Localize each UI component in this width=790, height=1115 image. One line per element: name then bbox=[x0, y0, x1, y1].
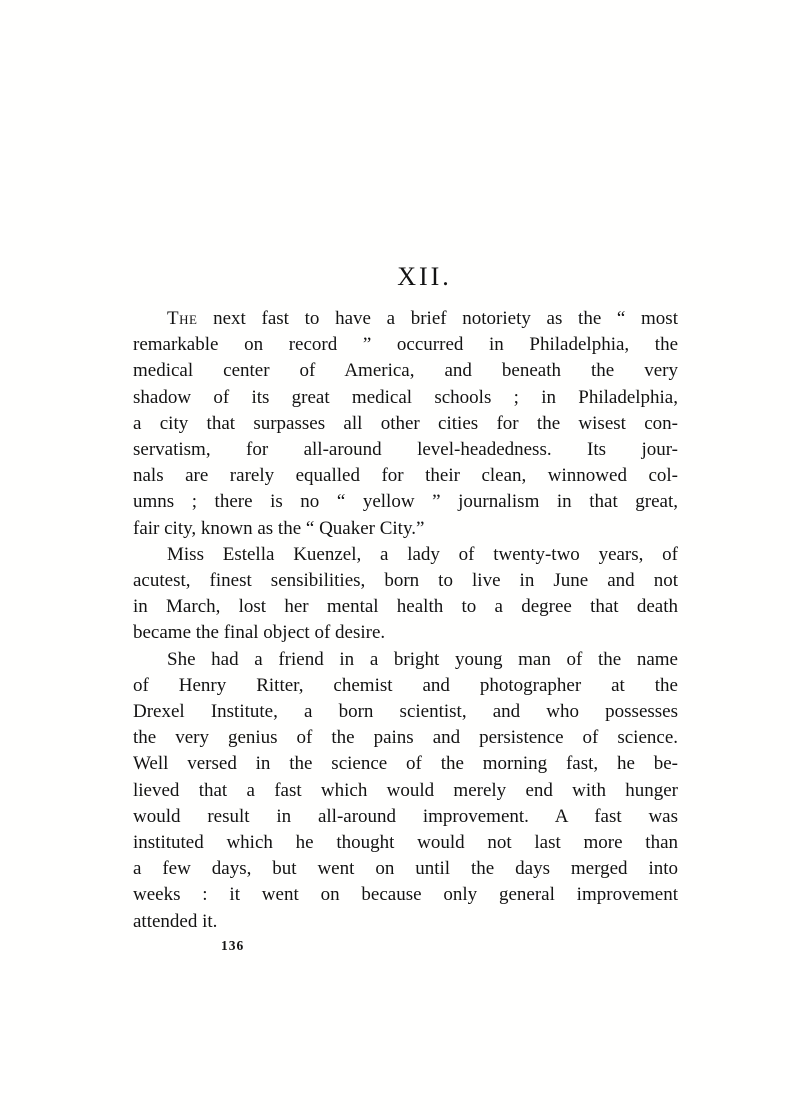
chapter-heading: XII. bbox=[397, 262, 452, 291]
text-line: remarkable on record ” occurred in Philadelphia, the bbox=[133, 334, 678, 356]
paragraph bbox=[133, 542, 678, 647]
text-line: nals are rarely equalled for their clean, winnowed col- bbox=[133, 465, 678, 487]
text-line-rest: next fast to have a brief notoriety as the “ most bbox=[197, 308, 678, 329]
paragraph bbox=[133, 647, 678, 935]
text-line: Miss Estella Kuenzel, a lady of twenty-two years, of bbox=[167, 543, 678, 565]
text-line bbox=[133, 306, 678, 332]
paragraph bbox=[133, 306, 678, 542]
text-line: fair city, known as the “ Quaker City.” bbox=[133, 517, 425, 539]
text-line: shadow of its great medical schools ; in Philadelphia, bbox=[133, 386, 678, 408]
text-line: in March, lost her mental health to a degree that death bbox=[133, 596, 678, 618]
text-line: of Henry Ritter, chemist and photographer at the bbox=[133, 674, 678, 696]
text-line: She had a friend in a bright young man of the name bbox=[167, 648, 678, 670]
text-line: attended it. bbox=[133, 910, 218, 932]
text-line: became the final object of desire. bbox=[133, 622, 386, 644]
text-line: a few days, but went on until the days merged into bbox=[133, 858, 678, 880]
text-line: a city that surpasses all other cities for the wisest con- bbox=[133, 412, 678, 434]
text-line: Well versed in the science of the morning fast, he be- bbox=[133, 753, 678, 775]
text-line: Drexel Institute, a born scientist, and who possesses bbox=[133, 701, 678, 723]
text-line: would result in all-around improvement. A fast was bbox=[133, 805, 678, 827]
text-line: lieved that a fast which would merely end with hunger bbox=[133, 779, 678, 801]
text-line: acutest, finest sensibilities, born to live in June and not bbox=[133, 570, 678, 592]
lead-word: The bbox=[167, 308, 198, 329]
text-line: medical center of America, and beneath the very bbox=[133, 360, 678, 382]
text-line: umns ; there is no “ yellow ” journalism in that great, bbox=[133, 491, 678, 513]
text-line: the very genius of the pains and persistence of science. bbox=[133, 727, 678, 749]
text-line: weeks : it went on because only general improvement bbox=[133, 884, 678, 906]
text-block bbox=[133, 306, 678, 935]
text-line: instituted which he thought would not last more than bbox=[133, 832, 678, 854]
page-number: 136 bbox=[221, 938, 245, 953]
text-line: servatism, for all-around level-headedness. Its jour- bbox=[133, 439, 678, 461]
